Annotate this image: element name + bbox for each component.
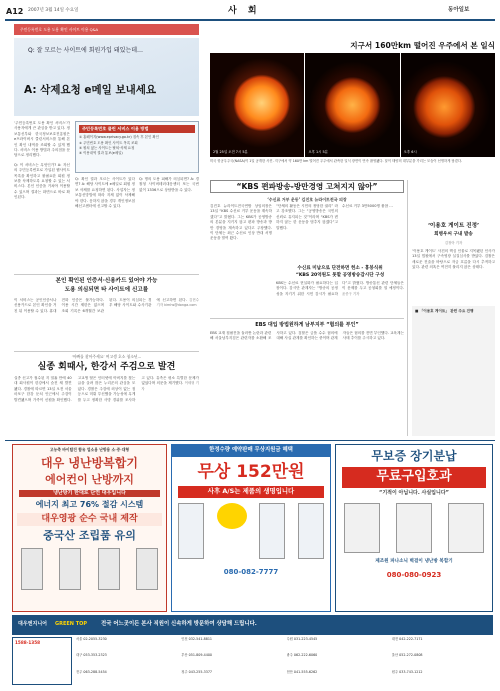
divider [14,351,199,352]
newspaper-brand: 동아일보 [448,7,470,13]
howto-box [75,121,199,173]
kbs-body-col-2 [276,204,338,264]
kbs-title-box [210,180,404,193]
mid-byline: 김현수 기자 kimhs@donga.com [156,298,199,308]
hq-phone-box [12,637,72,685]
aircon-product-image [298,503,324,559]
ad-subsidy-top: 한정수량 예약판매 무상지원금 혜택 [172,445,330,457]
photo-label: 2월 25일 오전 7시 5분 [213,150,248,155]
dealer-message: 전국 어느곳이든 본사 직원이 신속하게 방문하여 상담해 드립니다. [101,621,257,628]
dealer-row: 부산 051-809-4400 [181,653,213,658]
dealer-row: 대전 042-222-7171 [391,637,423,641]
ad-installment-top: 무보증 장기분납 [371,449,457,463]
dealer-list [76,637,493,685]
kbs-body-col-1 [210,204,272,304]
eclipse-photo-3 [401,53,495,157]
kbs-body-2b: 수신료 거부 3만5000명 불참 … [342,204,393,208]
ad-subsidy-sub: 사후 A/S는 제품의 생명입니다 [178,486,324,497]
qa-body-1: ‘주민등록번호 도용 확인 서비스’가 사용자에게 큰 관심을 받고 있다. 정보통신부와 한국정보보호진흥원은 e프라이버시 클린서비스를 통해 본인 확인 내역을 조회할 수 있게 했다. 서비스 이용 방법과 주의점을 문답으로 정리했다. [14,121,70,158]
sub-body-2: 경찰은 주검에 외상이 없는 점 등으로 미뤄 투신했을 가능성에 무게를 두고 정확한 사망 경위를 조사하고 있다. 유족은 평소 특별한 문제가 없었다며 의문을 제기했다. [77,376,199,402]
photo-caption: 미국 항공우주국(NASA)이 1일 공개한 사진. 지구에서 약 160만 km 떨어진 우주에서 관측한 일식 장면이 연속 촬영됐다. 달이 태양의 대부분을 가리는 모습이 선명하게 담겼다. [210,159,463,163]
sub-kicker: ‘아빠를 찾아주세요’ 여고생 호소 청소년… [71,354,142,359]
kbs-subhead-4: “KBS 20억원도 못할 공영방송감시단 구성 [295,273,385,278]
howto-step: ③ 원치 않는 사이트는 탈퇴·삭제 요청 [79,145,135,150]
qa-kicker: 주민등록번호 도용 도용 확인 사이트 이용 Q&A [20,27,99,32]
qa-header-panel [14,38,199,116]
promo-sticker [217,503,247,529]
column-divider [407,180,408,436]
brand-greentop: GREEN TOP [54,621,88,628]
side-body: ‘이용호 게이트’ 사건의 핵심 인물로 지목됐던 인사가 13일 법원에서 구속영장 실질심사를 받았다. 검찰은 새로운 진술을 바탕으로 자금 흐름을 다시 추적하고 있다. 관련 의혹은 여전히 풀리지 않은 상태다. [412,249,495,270]
heater-product-image [448,503,484,553]
photo-title: 지구서 160만km 떨어진 우주에서 본 일식 [350,41,495,50]
kbs-body-1: 김진호 뉴라이트전국연합 상임의장은 13일 “KBS 수신료 거부 운동을 계속하겠다”고 밝혔다. 그는 KBS가 공영방송의 본분을 지키지 않고 편파 방송과 방만 경영을 계속하고 있다고 주장했다. 이 단체는 최근 수신료 인상 반대 서명운동을 벌여 왔다. [210,204,272,241]
aircon-product-image [259,503,285,559]
mid-article-body [14,298,199,348]
kbs-body-col-4 [276,281,404,315]
brand-daewoo: 대우엔지니어 [18,621,47,628]
ad-installment-phone: 080-080-0923 [386,571,442,580]
qa-body-col-3 [139,177,199,271]
ad-subsidy-products [172,503,330,559]
dealer-row: 대구 053-353-2323 [76,653,107,658]
ad-subsidy [171,444,331,612]
ad-daewoo [12,444,167,612]
dealer-row: 광주 062-222-6060 [286,653,318,658]
eclipse-photo-1 [210,53,304,157]
ad-installment-sub: “기적이 아닙니다. 사실입니다” [379,490,449,497]
dealer-row: 전주 063-288-5454 [76,669,107,674]
ad-daewoo-sub: 에어컨이 난방까지 [45,472,134,486]
ad-subsidy-main: 무상 152만원 [197,461,305,482]
howto-step: ④ 이용내역 결과 통보(e메일) [79,151,123,156]
kbs-subhead: ‘수신료 거부 운동’ 김진호 뉴라이트전국 의장 [267,197,347,202]
sub-body-1: 실종 신고가 접수된 지 열흘 만에 40대 회사원이 한강에서 숨진 채 발견됐다. 경찰에 따르면 13일 오전 서울 마포구 한강 둔치 인근에서 주검이 발견됐으며 가족이 신원을 확인했다. 고교생 딸은 인터넷에 아버지를 찾는 글을 올려 많은 누리꾼의 관심을 모았다. [14,376,136,402]
answer-headline: A: 삭제요청 e메일 보내세요 [24,84,157,96]
qa-body-2: Q: 이 서비스는 무엇인가? A: 자신의 주민등록번호로 가입된 웹사이트 목록을 확인하고 불필요한 회원 정보를 삭제하도록 요청할 수 있는 서비스다. 본인 인증을 거쳐야 이용할 수 있으며 결과는 화면으로 바로 확인된다. [14,162,70,200]
ad-daewoo-line-1: 냉난방기 한대로 단연 대우입니다 [19,490,160,497]
qa-body-col-1 [14,121,70,271]
ad-installment [335,444,493,612]
sub-headline: 실종 회때사, 한강서 주검으로 발견 [37,362,176,372]
ad-daewoo-products [13,548,166,590]
question-line: Q: 잘 모르는 사이트에 회원가입 돼있는데… [28,47,144,54]
mid-headline-1: 본인 확인된 인증서·신용카드 있어야 가능 [55,278,158,284]
heater-product-image [136,548,158,590]
ad-rule [5,440,495,441]
ad-daewoo-line-2: 에너지 최고 76% 절감 시스템 [35,500,144,510]
kbs-subhead-3: 수신료 미납으로 단전하면 헌소 - 홍붕식위 [297,266,383,271]
howto-step: ① 홈페이지(www.eprivacy.go.kr) 접속 후 본인 확인 [79,135,159,140]
dealer-row: 울산 052-272-0808 [391,653,423,658]
side-headline: ‘이용호 게이트 진정’ [427,223,480,229]
kbs-byline: 윤종구 기자 [342,291,360,296]
side-box-title: ■ 「이용호 게이트」 관련 주요 진행 [415,309,474,313]
divider [210,318,404,319]
photo-label: 오후 1시 5분 [308,150,328,155]
ad-installment-main: 무료구입호과 [342,467,486,488]
dealer-row: 서울 02-2055-3230 [76,637,107,641]
issue-date: 2007년 3월 14일 수요일 [28,8,79,13]
qa-body-4: Q: 명의 도용 피해가 의심되면? A: 경찰청 사이버테러대응센터 또는 국번 없이 1336으로 상담받을 수 있다. [139,177,199,192]
mid-headline-2: 도용 의심되면 타 사이트에 신고를 [64,287,149,293]
eclipse-photo-2 [305,53,399,157]
howto-title: 주민등록번호 클린 서비스 이용 방법 [79,125,195,133]
heater-product-image [59,548,81,590]
masthead-rule [5,19,495,21]
aircon-product-image [178,503,204,559]
side-subhead: 회병우씨 구내 발송 [434,232,473,237]
heater-product-image [396,503,432,553]
ebs-article-body [210,331,404,436]
eclipse-photo-strip [210,53,495,157]
sub-byline: 이세형 기자 [141,381,199,391]
kbs-body-3: KBS는 수신료 현실화가 필요하다는 입장이다. 감시단 관계자는 “방송의 공정성을 지키기 위한 시민 감시가 필요하다”고 밝혔다. 방송통신 관련 단체들은 이 문제를 두고 공청회를 열 예정이다. [276,281,404,296]
qa-kicker-bar [14,24,199,35]
page-number: A12 [6,7,24,16]
photo-label: 오후 6시 [403,150,417,155]
ad-installment-line: 제조원 파나소닉 벽걸이 냉난방 복합기 [375,559,453,565]
dealer-row: 원주 033-743-1212 [391,669,423,674]
qa-body-col-2 [75,177,135,271]
dealer-banner [12,615,493,635]
heater-product-image [21,548,43,590]
heater-product-image [98,548,120,590]
section-title: 사 회 [228,6,261,16]
sub-article-body [14,376,199,436]
qa-body-3: Q: 확인 결과 모르는 사이트가 있다면? A: 해당 사이트에 e메일로 회원 정보 삭제를 요청하면 된다. 사업자는 정보통신망법에 따라 지체 없이 삭제해야 한다. 응하지 않을 경우 개인정보침해신고센터에 신고할 수 있다. [75,177,135,208]
ad-daewoo-main: 대우 냉난방복합기 [41,455,138,470]
ad-daewoo-top: 고농축 바이탈진 함유 업소용 난방용 소·중·대형 [49,447,130,452]
ad-subsidy-phone: 080-082-7777 [223,567,279,576]
ebs-body: EBS 교재 집필진을 둘러싼 논란과 관련해 서울남부지검은 관련자를 소환해 조사하고 있다. 검찰은 금품 수수 혐의에 대해 사실 관계를 확인하는 중이며 관계자들은 혐의를 전면 부인했다. 교육계는 사태 추이를 주시하고 있다. [210,331,404,341]
ebs-headline: EBS 대입 방법원하게 남부지부 “혐의를 부인” [255,322,359,328]
hq-phone: 1588-1358 [15,640,41,645]
kbs-headline: “KBS 편파방송-방만경영 고쳐지지 않아” [236,182,378,191]
heater-product-image [344,503,380,553]
side-byline: 김정아 기자 [444,241,463,245]
side-info-box [412,306,495,436]
dealer-row: 인천 032-541-8811 [181,637,213,641]
kbs-body-col-3 [342,204,404,264]
divider [14,274,199,275]
dealer-row: 수원 031-223-4545 [286,637,318,641]
dealer-row: 청주 043-255-3377 [181,669,213,674]
mid-body: 이 서비스는 공인인증서나 신용카드로 본인 확인을 거친 뒤 이용할 수 있다. 휴대전화 인증은 불가능하다. 이용 시간 제한은 없으며 조회 기록은 6개월간 보관된다. 도용이 의심되는 경우 해당 사이트와 수사기관에 신고하면 된다. [14,298,187,313]
kbs-body-2: “단체의 활동은 시민의 정당한 권리” 라고 강조했다. 그는 “공영방송은 국민의 신뢰로 유지되는 것”이라며 “KBS가 변하지 않는 한 운동을 멈추지 않겠다”고 말했다. [276,204,338,230]
ad-installment-products [336,503,492,553]
ad-daewoo-line-4: 중국산 조립품 유의 [43,528,136,542]
howto-step: ② 주민번호 도용 확인 사이트 목록 조회 [79,140,138,145]
ad-daewoo-line-3: 대우영광 순수 국내 제작 [17,513,162,526]
dealer-row: 천안 041-555-6262 [286,669,318,674]
